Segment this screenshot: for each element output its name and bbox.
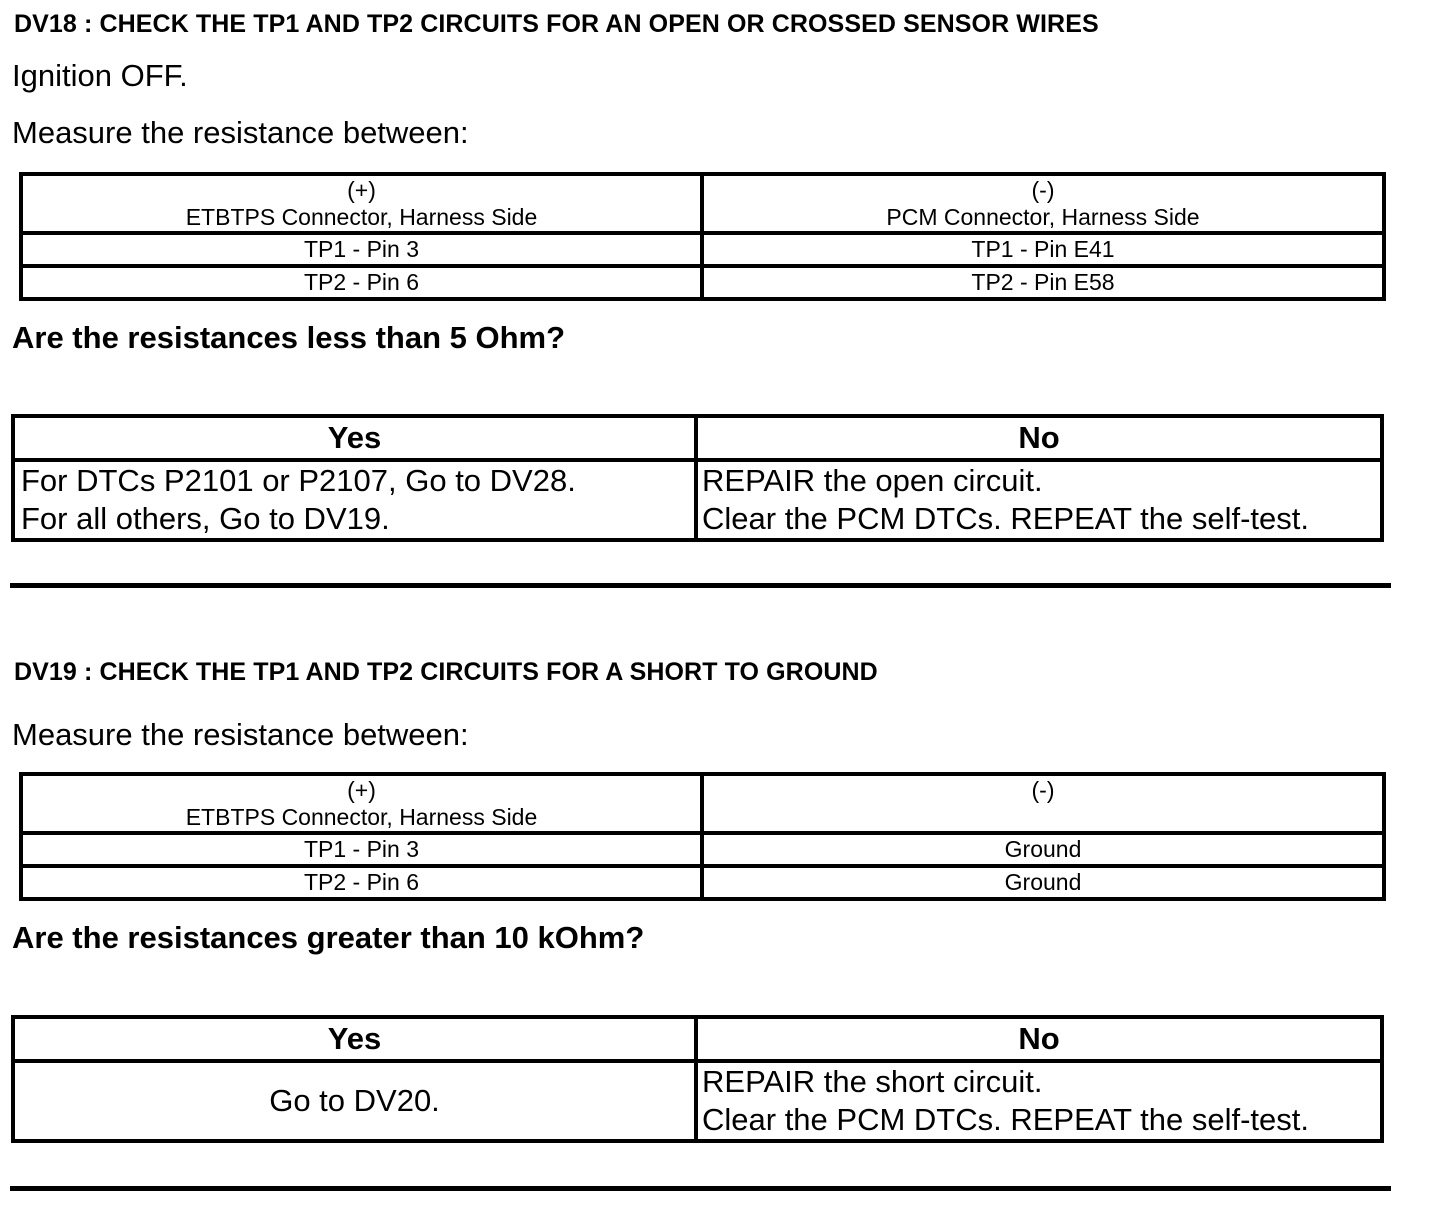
measurement-header-negative bbox=[702, 774, 1384, 833]
measurement-header-row bbox=[21, 174, 1384, 233]
yes-action-line: For DTCs P2101 or P2107, Go to DV28. bbox=[21, 463, 576, 498]
table-cell: TP2 - Pin E58 bbox=[702, 266, 1384, 299]
measurement-header-negative bbox=[702, 174, 1384, 233]
measurement-header-row bbox=[21, 774, 1384, 833]
yes-header: Yes bbox=[13, 416, 696, 460]
table-cell: Ground bbox=[702, 866, 1384, 899]
no-action bbox=[696, 460, 1382, 540]
dv18-measurement-table bbox=[19, 172, 1386, 301]
dv19-question: Are the resistances greater than 10 kOhm? bbox=[12, 920, 645, 955]
table-row bbox=[21, 266, 1384, 299]
dv18-instruction-ignition: Ignition OFF. bbox=[12, 58, 188, 93]
section-divider bbox=[10, 583, 1391, 588]
no-action-line: Clear the PCM DTCs. REPEAT the self-test. bbox=[702, 501, 1309, 536]
answer-header-row bbox=[13, 1017, 1382, 1061]
dv18-answer-table bbox=[11, 414, 1384, 542]
yes-header: Yes bbox=[13, 1017, 696, 1061]
dv19-instruction-measure: Measure the resistance between: bbox=[12, 717, 469, 752]
positive-sign: (+) bbox=[347, 177, 376, 203]
no-header: No bbox=[696, 416, 1382, 460]
table-cell: TP1 - Pin 3 bbox=[21, 833, 702, 866]
yes-action bbox=[13, 1061, 696, 1141]
table-row bbox=[21, 233, 1384, 266]
table-cell: TP1 - Pin 3 bbox=[21, 233, 702, 266]
dv19-heading: DV19 : CHECK THE TP1 AND TP2 CIRCUITS FOR A SHORT TO GROUND bbox=[14, 658, 878, 686]
section-divider bbox=[10, 1186, 1391, 1191]
measurement-header-positive bbox=[21, 774, 702, 833]
yes-action bbox=[13, 460, 696, 540]
negative-label: PCM Connector, Harness Side bbox=[886, 204, 1200, 230]
yes-action-line: Go to DV20. bbox=[269, 1083, 440, 1118]
answer-header-row bbox=[13, 416, 1382, 460]
table-row bbox=[21, 866, 1384, 899]
no-action-line: REPAIR the short circuit. bbox=[702, 1064, 1043, 1099]
positive-sign: (+) bbox=[347, 777, 376, 803]
answer-row bbox=[13, 1061, 1382, 1141]
dv18-instruction-measure: Measure the resistance between: bbox=[12, 115, 469, 150]
yes-action-line: For all others, Go to DV19. bbox=[21, 501, 390, 536]
table-cell: TP2 - Pin 6 bbox=[21, 866, 702, 899]
table-cell: TP2 - Pin 6 bbox=[21, 266, 702, 299]
no-action-line: Clear the PCM DTCs. REPEAT the self-test. bbox=[702, 1102, 1309, 1137]
no-action bbox=[696, 1061, 1382, 1141]
no-action-line: REPAIR the open circuit. bbox=[702, 463, 1043, 498]
measurement-header-positive bbox=[21, 174, 702, 233]
table-row bbox=[21, 833, 1384, 866]
dv19-answer-table bbox=[11, 1015, 1384, 1143]
table-cell: Ground bbox=[702, 833, 1384, 866]
negative-sign: (-) bbox=[1031, 177, 1055, 203]
dv19-measurement-table bbox=[19, 772, 1386, 901]
answer-row bbox=[13, 460, 1382, 540]
positive-label: ETBTPS Connector, Harness Side bbox=[185, 204, 538, 230]
no-header: No bbox=[696, 1017, 1382, 1061]
dv18-question: Are the resistances less than 5 Ohm? bbox=[12, 320, 566, 355]
negative-sign: (-) bbox=[1031, 777, 1055, 803]
table-cell: TP1 - Pin E41 bbox=[702, 233, 1384, 266]
positive-label: ETBTPS Connector, Harness Side bbox=[185, 804, 538, 830]
dv18-heading: DV18 : CHECK THE TP1 AND TP2 CIRCUITS FOR AN OPEN OR CROSSED SENSOR WIRES bbox=[14, 10, 1099, 38]
